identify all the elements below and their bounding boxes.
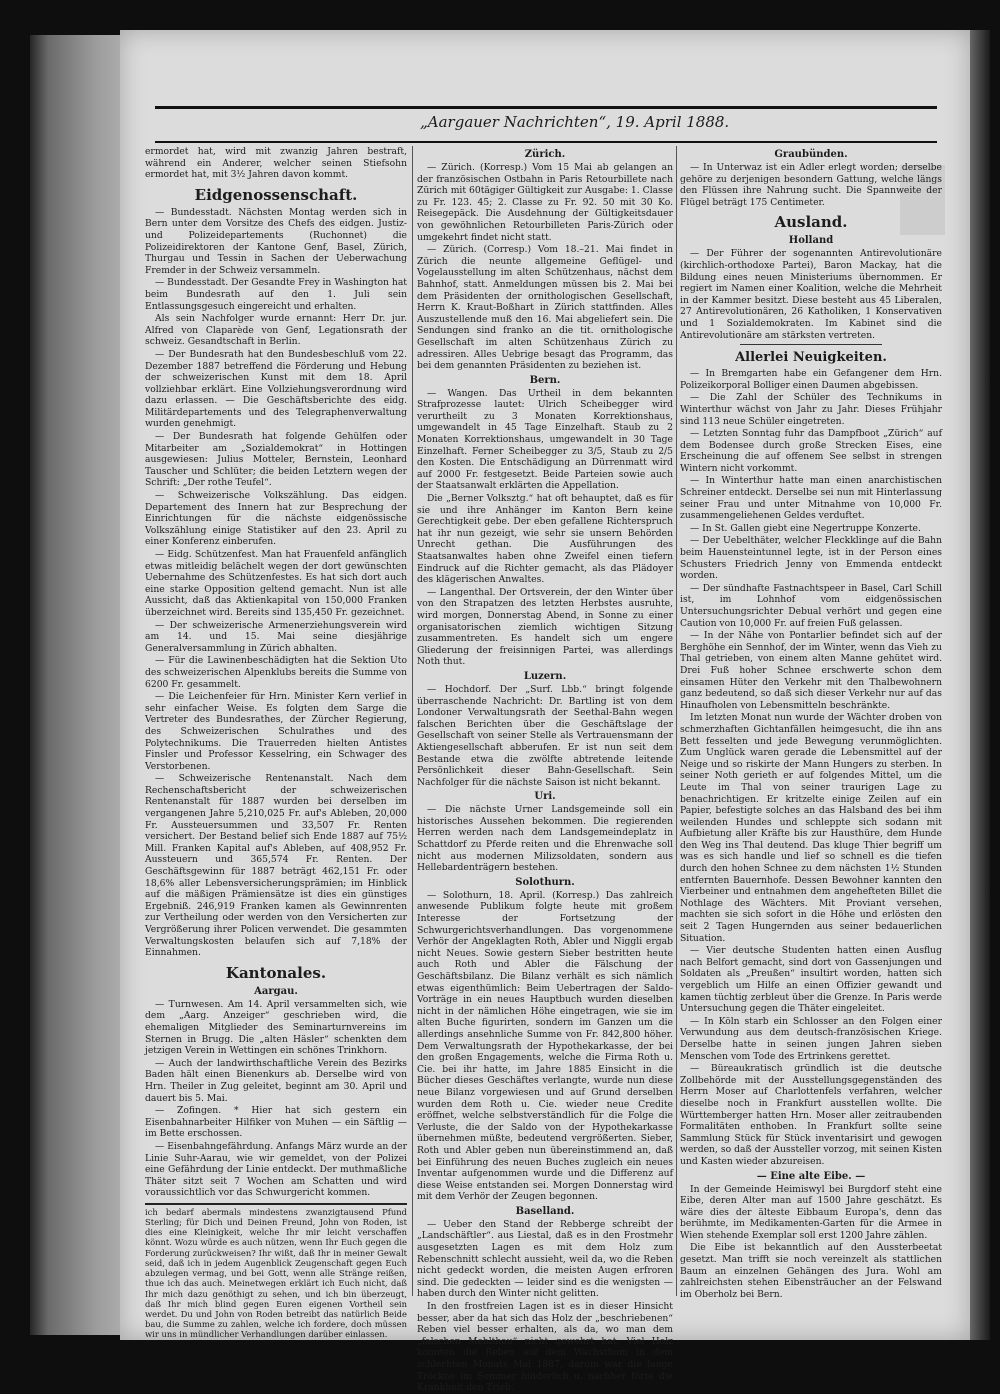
- subsection-heading: Baselland.: [515, 1205, 575, 1217]
- column-1: [145, 146, 407, 1340]
- subsection-heading: Bern.: [529, 374, 561, 386]
- article-paragraph: — Auch der landwirthschaftliche Verein des Bezirks Baden hält einen Bienenkurs ab. Derselbe wird von Hrn. Theiler in Zug geleitet, beginnt am 30. April und dauert bis 5. Mai.: [145, 1057, 407, 1104]
- subsection-heading: Aargau.: [254, 985, 298, 997]
- article-paragraph: In den frostfreien Lagen ist es in dieser Hinsicht besser, aber da hat sich das Holz der „beschriebenen“ Reben viel besser erhalten, als da, wo man dem „falschen Mehlthau“ nicht gewehrt hat. Viel Holz konnten die Reben auf dem Wachsthum in dem schlechten Monats Mai 1887, darum war die lange Tröckne im Sommer hinderlich u. nachher förte die Krankheit den Trieb.: [417, 1301, 673, 1394]
- article-paragraph: — Bundesstadt. Nächsten Montag werden sich in Bern unter dem Vorsitze des Chefs des eidgen. Justiz- und Polizeidepartements (Ruchonnet) die Polizeidirektoren der Kantone Genf, Basel, Zürich, Thurgau und Tessin in Sachen der Ueberwachung Fremder in der Schweiz versammeln.: [145, 206, 407, 276]
- article-paragraph: Als sein Nachfolger wurde ernannt: Herr Dr. jur. Alfred von Claparède von Genf, Legationsrath der schweiz. Gesandtschaft in Berlin.: [145, 313, 407, 348]
- column-2: [417, 146, 673, 1394]
- article-paragraph: — Wangen. Das Urtheil in dem bekannten Strafprozesse lautet: Ulrich Scheibegger wird verurtheilt zu 3 Monaten Korrektionshaus, umgewandelt in 45 Tage Einzelhaft. Staub zu 2 Monaten Korrektionshaus, umgewandelt in 30 Tage Einzelhaft. Ferner Scheibegger zu 3/5, Staub zu 2/5 den Kosten. Die Entschädigung an Dürrenmatt wird auf 2000 Fr. festgesetzt. Beide Parteien sowie auch der Staatsanwalt erklärten die Appellation.: [417, 387, 673, 492]
- subsection-heading: Holland: [788, 235, 834, 247]
- section-heading: Eidgenossenschaft.: [194, 185, 358, 204]
- subsection-heading: Uri.: [534, 791, 556, 803]
- article-paragraph: — Eidg. Schützenfest. Man hat Frauenfeld anfänglich etwas mitleidig belächelt wegen der dort gewünschten Uebernahme des Schützenfestes. Es hat sich dort auch eine starke Opposition geltend gemacht. Nun ist alle Aussicht, daß das Aktienkapital von 150,000 Franken überzeichnet wird. Bereits sind 135,450 Fr. gezeichnet.: [145, 549, 407, 618]
- article-paragraph: — In der Nähe von Pontarlier befindet sich auf der Berghöhe ein Sennhof, der im Winter, wenn das Vieh zu Thal getrieben, von einem alten Manne gehütet wird. Drei Fuß hoher Schnee erschwerte schon dem einsamen Hüter den Verkehr mit den Thalbewohnern ganz bedeutend, so daß sich dieser Verkehr nur auf das Hinaufholen von Lebensmitteln beschränkte.: [680, 630, 942, 711]
- feuilleton-rule: [145, 1203, 407, 1205]
- article-paragraph: — Zofingen. * Hier hat sich gestern ein Eisenbahnarbeiter Hilfiker von Muhen — ein Säftlig — im Bette erschossen.: [145, 1105, 407, 1140]
- article-paragraph: — Die Leichenfeier für Hrn. Minister Kern verlief in sehr einfacher Weise. Es folgten dem Sarge die Vertreter des Bundesrathes, der Zürcher Regierung, des Schweizerischen Schulrathes und des Polytechnikums. Die Trauerreden hielten Antistes Finsler und Professor Kesselring, ein Schwager des Verstorbenen.: [145, 691, 407, 772]
- article-paragraph: — Der sündhafte Fastnachtspeer in Basel, Carl Schill ist, im Lohnhof vom eidgenössischen Untersuchungsrichter Debual verhört und gegen eine Caution von 10,000 Fr. auf freien Fuß gelassen.: [680, 582, 942, 629]
- article-paragraph: — Für die Lawinenbeschädigten hat die Sektion Uto des schweizerischen Alpenklubs bereits die Summe von 6200 Fr. gesammelt.: [145, 655, 407, 690]
- book-page-edge-right: [970, 30, 990, 1340]
- section-heading: Ausland.: [774, 213, 848, 232]
- column-rule: [412, 146, 413, 1296]
- divider: [740, 344, 882, 345]
- article-paragraph: — Schweizerische Volkszählung. Das eidgen. Departement des Innern hat zur Besprechung der Einrichtungen für die nächste eidgenössische Volkszählung einige Statistiker auf den 23. April zu einer Konferenz einberufen.: [145, 490, 407, 548]
- article-paragraph: Im letzten Monat nun wurde der Wächter droben von schmerzhaften Gichtanfällen heimgesucht, die ihn ans Bett fesselten und jede Bewegung verunmöglichten. Zum Unglück waren gerade die Lebensmittel auf der Neige und so riskirte der Mann Hungers zu sterben. In seiner Noth gerieth er auf folgendes Mittel, um die Leute im Thal von seiner traurigen Lage zu benachrichtigen. Er kritzelte einige Zeilen auf ein Papier, befestigte solches an das Halsband des bei ihm weilenden Hundes und schleppte sich sodann mit Aufbietung aller Kräfte bis zur Hausthüre, dem Hunde den Weg ins Thal deutend. Das kluge Thier begriff um was es sich handle und lief so schnell es die tiefen durch den hohen Schnee zu dem nächsten 1½ Stunden entfernten Bauernhofe. Dessen Bewohner kannten den Vierbeiner und entnahmen dem angehefteten Billet die Nothlage des Wächters. Mit Proviant versehen, machten sie sich sofort in die Höhe und erlösten den seit 2 Tagen Hungernden aus seiner bedauerlichen Situation.: [680, 712, 942, 944]
- article-paragraph: — Die Zahl der Schüler des Technikums in Winterthur wächst von Jahr zu Jahr. Dieses Frühjahr sind 113 neue Schüler eingetreten.: [680, 392, 942, 427]
- column-rule: [676, 146, 677, 1296]
- subsection-heading: Zürich.: [524, 149, 566, 160]
- article-paragraph: — Eisenbahngefährdung. Anfangs März wurde an der Linie Suhr-Aarau, wie wir gemeldet, von der Polizei eine Gefährdung der Linie entdeckt. Der muthmaßliche Thäter sitzt seit 7 Wochen am Schatten und wird voraussichtlich vor das Schwurgericht kommen.: [145, 1140, 407, 1199]
- subsection-heading: Graubünden.: [774, 149, 848, 160]
- article-paragraph: — Solothurn, 18. April. (Korresp.) Das zahlreich anwesende Publikum folgte heute mit großem Interesse der Fortsetzung der Schwurgerichtsverhandlungen. Das vorgenommene Verhör der Angeklagten Roth, Abler und Niggli ergab nicht Neues. Sowie gestern Sieber bestritten heute auch Roth und Abler die Fälschung der Geschäftsbilanz. Die Bilanz verhält es sich nämlich etwas eigenthümlich: Beim Uebertragen der Saldo-Vorträge in ein neues Hauptbuch wurden dieselben nicht in der nämlichen Höhe eingetragen, wie sie im alten Buche figurirten, sondern im Ganzen um die allerdings ansehnliche Summe von Fr. 842,800 höher. Dem Verwaltungsrath der Hypothekarkasse, der bei den großen Engagements, welche die Firma Roth u. Cie. bei ihr hatte, im Jahre 1885 Einsicht in die Bücher dieses Geschäftes verlangte, wurde nun diese neue Bilanz vorgewiesen und auf Grund derselben wurden dem Roth u. Cie. wieder neue Credite eröffnet, welche selbstverständlich für die Folge die Verluste, die der Saldo von der Hypothekarkasse übernehmen müßte, bedeutend vergrößerten. Sieber, Roth und Abler geben nun übereinstimmend an, daß bei Einführung des neuen Buches zugleich ein neues Inventar aufgenommen wurde und die Differenz auf diese Weise entstanden sei. Morgen Donnerstag wird mit dem Verhör der Zeugen begonnen.: [417, 889, 673, 1203]
- article-paragraph: — In St. Gallen giebt eine Negertruppe Konzerte.: [690, 522, 921, 534]
- subsection-heading: Luzern.: [523, 670, 567, 682]
- article-paragraph: — Büreaukratisch gründlich ist die deutsche Zollbehörde mit der Ausstellungsgegenständen des Herrn Moser auf Charlottenfels verfahren, welcher dieselbe noch in Frankfurt ausstellen wollte. Die Württemberger hatten Hrn. Moser aller zeitraubenden Formalitäten enthoben. In Frankfurt sollte seine Sammlung Stück für Stück inventarisirt und gewogen werden, so daß der Aussteller vorzog, mit seinen Kisten und Kasten wieder abzureisen.: [680, 1063, 942, 1167]
- article-paragraph: — In Winterthur hatte man einen anarchistischen Schreiner entdeckt. Derselbe sei nun mit Hinterlassung seiner Frau und unter Mitnahme von 10,000 Fr. zusammengeliehenen Geldes verduftet.: [680, 475, 942, 522]
- article-paragraph: — Turnwesen. Am 14. April versammelten sich, wie dem „Aarg. Anzeiger“ geschrieben wird, die ehemaligen Mitglieder des Seminarturnvereins im Sternen in Brugg. Die „alten Häsler“ schenkten dem jetzigen Verein in Wettingen ein schönes Trinkhorn.: [145, 998, 407, 1057]
- article-paragraph: — Vier deutsche Studenten hatten einen Ausflug nach Belfort gemacht, sind dort von Gassenjungen und Soldaten als „Preußen“ insultirt worden, hatten sich vergeblich um Hilfe an einen Offizier gewandt und kamen tüchtig zerbleut über die Grenze. In Paris werde Untersuchung gegen die Thäter eingeleitet.: [680, 945, 942, 1015]
- article-paragraph: — Der schweizerische Armenerziehungsverein wird am 14. und 15. Mai seine diesjährige Generalversammlung in Zürich abhalten.: [145, 619, 407, 654]
- article-paragraph: — Zürich. (Korresp.) Vom 15 Mai ab gelangen an der französischen Ostbahn in Paris Retourbillete nach Zürich mit 60tägiger Gültigkeit zur Ausgabe: 1. Classe zu Fr. 123. 45; 2. Classe zu Fr. 92. 50 mit 30 Ko. Reisegepäck. Die Ausdehnung der Gültigkeitsdauer von gewöhnlichen Retourbilleten Paris-Zürich oder umgekehrt findet nicht statt.: [417, 162, 673, 243]
- article-paragraph: — Zürich. (Corresp.) Vom 18.–21. Mai findet in Zürich die neunte allgemeine Geflügel- und Vogelausstellung im alten Schützenhaus, nächst dem Bahnhof, statt. Anmeldungen müssen bis 2. Mai bei dem Präsidenten der ornithologischen Gesellschaft, Herrn K. Kraut-Boßhart in Zürich stattfinden. Alles Auszustellende muß den 16. Mai abgeliefert sein. Die Sendungen sind franko an die tit. ornithologische Gesellschaft im alten Schützenhaus Zürich zu adressiren. Alles Uebrige besagt das Programm, das bei dem genannten Präsidenten zu beziehen ist.: [417, 244, 673, 372]
- subsection-heading: Solothurn.: [515, 876, 575, 888]
- feuilleton-text: ich bedarf abermals mindestens zwanzigtausend Pfund Sterling; für Dich und Deinen Freund, John von Roden, ist dies eine Kleinigkeit, welche Ihr mir leicht verschaffen könnt. Wozu würde es auch nützen, wenn Ihr Euch gegen die Forderung zurückweisen? Ihr wißt, daß Ihr in meiner Gewalt seid, daß ich in jedem Augenblick Zeugenschaft gegen Euch abzulegen vermag, und bei Gott, wenn alle Stränge reißen, thue ich das auch. Meinetwegen erklärt ich Euch nicht, daß Ihr mich dazu genöthigt zu sehen, und ich bin überzeugt, daß Ihr mich blind gegen Euren eigenen Vortheil sein werdet. Du und John von Roden betreibt das natürlich Beide bau, die Summe zu zahlen, welche ich fordere, doch müssen wir uns in mündlicher Verhandlungen darüber einlassen.: [145, 1206, 407, 1340]
- article-paragraph: — In Unterwaz ist ein Adler erlegt worden; derselbe gehöre zu derjenigen besondern Gattung, welche längs den Flüssen ihre Nahrung sucht. Die Spannweite der Flügel beträgt 175 Centimeter.: [680, 162, 942, 208]
- article-paragraph: — Der Bundesrath hat folgende Gehülfen oder Mitarbeiter am „Sozialdemokrat“ in Hottingen ausgewiesen: Julius Motteler, Bernstein, Leonhard Tauscher und Schlüter; die beiden Letztern wegen der Schrift: „Der rothe Teufel“.: [145, 431, 407, 489]
- article-paragraph: — Der Uebelthäter, welcher Fleckklinge auf die Bahn beim Hauensteintunnel legte, ist in der Person eines Schusters Friedrich Jenny von Emmenda entdeckt worden.: [680, 535, 942, 582]
- article-paragraph: — Ueber den Stand der Rebberge schreibt der „Landschäftler“. aus Liestal, daß es in den Frostmehr ausgesetzten Lagen es mit dem Holz zum Rebenschnitt schlecht aussieht, weil da, wo die Reben nicht gedeckt worden, die meisten Augen erfroren sind. Die gedeckten — leider sind es die wenigsten — haben durch den Winter nicht gelitten.: [417, 1218, 673, 1300]
- article-paragraph: ermordet hat, wird mit zwanzig Jahren bestraft, während ein Anderer, welcher seinen Stiefsohn ermordet hat, mit 3½ Jahren davon kommt.: [145, 146, 407, 181]
- article-paragraph: — Der Bundesrath hat den Bundesbeschluß vom 22. Dezember 1887 betreffend die Förderung und Hebung der schweizerischen Kunst mit dem 18. April vollziehbar erklärt. Eine Vollziehungsverordnung wird dazu erlassen. — Die Geschäftsberichte des eidg. Militärdepartements und des Telegraphenverwaltung wurden genehmigt.: [145, 348, 407, 430]
- article-paragraph: — In Bremgarten habe ein Gefangener dem Hrn. Polizeikorporal Bolliger einen Daumen abgebissen.: [680, 368, 942, 391]
- subsection-heading: — Eine alte Eibe. —: [756, 1170, 866, 1182]
- section-heading: Kantonales.: [225, 963, 327, 982]
- article-paragraph: — In Köln starb ein Schlosser an den Folgen einer Verwundung aus dem deutsch-französischen Kriege. Derselbe hatte in seinen jungen Jahren sieben Menschen vom Tode des Ertrinkens gerettet.: [680, 1015, 942, 1062]
- column-3: [680, 146, 942, 1300]
- article-paragraph: — Hochdorf. Der „Surf. Lbb.“ bringt folgende überraschende Nachricht: Dr. Bartling ist von dem Londoner Verwaltungsrath der Seethal-Bahn wegen falschen Berichten über die Geschäftslage der Gesellschaft von seiner Stelle als Vertrauensmann der Aktiengesellschaft abberufen. Er ist nun seit dem Bestande etwa die zwölfte abtretende leitende Persönlichkeit dieser Bahn-Gesellschaft. Sein Nachfolger für die nächste Saison ist nicht bekannt.: [417, 683, 673, 788]
- article-paragraph: — Bundesstadt. Der Gesandte Frey in Washington hat beim Bundesrath auf den 1. Juli sein Entlassungsgesuch eingereicht und erhalten.: [145, 277, 407, 312]
- section-heading: Allerlei Neuigkeiten.: [735, 350, 887, 366]
- article-paragraph: In der Gemeinde Heimiswyl bei Burgdorf steht eine Eibe, deren Alter man auf 1500 Jahre geschätzt. Es wäre dies der älteste Eibbaum Europa's, denn das berühmte, im Medikamenten-Garten für die Armee in Wien stehende Exemplar soll erst 1200 Jahre zählen.: [680, 1183, 942, 1241]
- page-header-title: „Aargauer Nachrichten“, 19. April 1888.: [420, 113, 730, 131]
- article-paragraph: — Der Führer der sogenannten Antirevolutionäre (kirchlich-orthodoxe Partei), Baron Mackay, hat die Bildung eines neuen Ministeriums übernommen. Er regiert im Namen einer Koalition, welche die Mehrheit in der Kammer besitzt. Diese besteht aus 45 Liberalen, 27 Antirevolutionären, 26 Katholiken, 1 Konservativen und 1 Sozialdemokraten. Im Kabinet sind die Antirevolutionäre am stärksten vertreten.: [680, 248, 942, 341]
- article-paragraph: — Die nächste Urner Landsgemeinde soll ein historisches Aussehen bekommen. Die regierenden Herren werden nach dem Landsgemeindeplatz in Schattdorf zu Pferde reiten und die Ehrenwache soll nicht aus modernen Milizsoldaten, sondern aus Hellebardenträgern bestehen.: [417, 804, 673, 874]
- article-paragraph: — Letzten Sonntag fuhr das Dampfboot „Zürich“ auf dem Bodensee durch große Strecken Eises, eine Erscheinung die auf offenem See selbst in strengen Wintern nicht vorkommt.: [680, 428, 942, 474]
- article-paragraph: — Langenthal. Der Ortsverein, der den Winter über von den Strapatzen des letzten Herbstes ausruhte, wird morgen, Donnerstag Abend, in Sonne zu einer organisatorischen ziemlich wichtigen Sitzung zusammentreten. Es handelt sich um engere Gliederung der freisinnigen Partei, was allerdings Noth thut.: [417, 586, 673, 668]
- article-paragraph: Die Eibe ist bekanntlich auf den Aussterbeetat gesetzt. Man trifft sie noch vereinzelt als stattlichen Baum an einzelnen Gehängen des Jura. Wohl am zahlreichsten stehen Eibensträucher an der Felswand im Oberholz bei Bern.: [680, 1242, 942, 1300]
- article-paragraph: Die „Berner Volksztg.“ hat oft behauptet, daß es für sie und ihre Anhänger im Kanton Bern keine Gerechtigkeit gebe. Der eben gefallene Richterspruch hat ihr nun gezeigt, wie sehr sie unsern Behörden Unrecht gethan. Die Ausführungen des Staatsanwaltes haben ohne Zweifel einen tiefern Eindruck auf die Richter gemacht, als das Plädoyer des klägerischen Anwaltes.: [417, 493, 673, 586]
- article-paragraph: — Schweizerische Rentenanstalt. Nach dem Rechenschaftsbericht der schweizerischen Rentenanstalt für 1887 wurden bei derselben im vergangenen Jahre 5,210,025 Fr. auf's Ableben, 20,000 Fr. Aussteuersummen und 33,507 Fr. Renten versichert. Der Bestand belief sich Ende 1887 auf 75½ Mill. Franken Kapital auf's Ableben, auf 408,952 Fr. Aussteuern und 365,574 Fr. Renten. Der Geschäftsgewinn für 1887 beträgt 462,151 Fr. oder 18,6% aller Lebensversicherungsprämien; im Hinblick auf die mäßigen Prämiensätze ist dies ein günstiges Ergebniß. 246,919 Franken kamen als Gewinnrenten zur Vertheilung oder werden von den Versicherten zur Vergrößerung ihrer Policen verwendet. Die gesammten Verwaltungskosten belaufen sich auf 7,18% der Einnahmen.: [145, 773, 407, 959]
